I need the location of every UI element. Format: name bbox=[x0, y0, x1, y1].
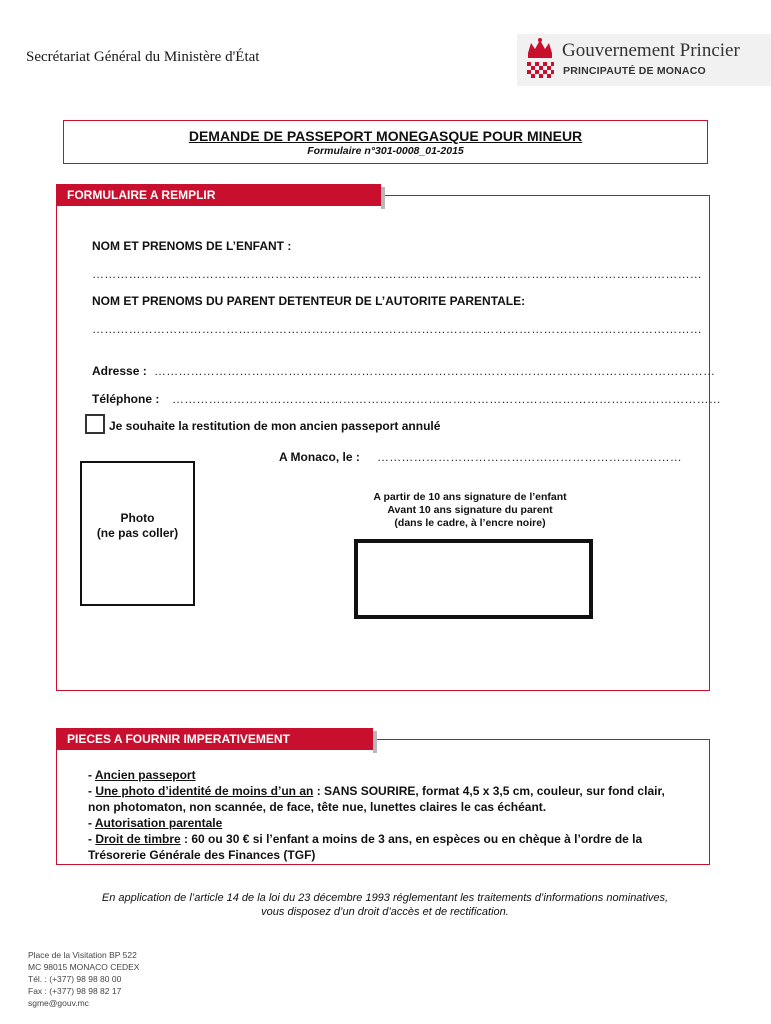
ministry-name: Secrétariat Général du Ministère d'État bbox=[26, 49, 260, 65]
document-item-4-text: : 60 ou 30 € si l’enfant a moins de 3 ans, en espèces ou en chèque à l’ordre de la Trésorerie Générale des Finances (TGF) bbox=[88, 832, 643, 862]
privacy-notice-line1: En application de l’article 14 de la loi du 23 décembre 1993 réglementant les traitements d’informations nominatives, bbox=[101, 892, 669, 904]
document-item-1-title: Ancien passeport bbox=[94, 768, 196, 782]
footer-line-4: Fax : (+377) 98 98 82 17 bbox=[28, 986, 122, 996]
photo-caption-line1: Photo bbox=[120, 511, 155, 525]
parent-name-label: NOM ET PRENOMS DU PARENT DETENTEUR DE L’AUTORITE PARENTALE: bbox=[92, 294, 526, 308]
address-label: Adresse : bbox=[92, 364, 147, 378]
section-heading-documents: PIECES A FOURNIR IMPERATIVEMENT bbox=[56, 728, 373, 750]
photo-caption bbox=[82, 511, 193, 541]
parent-name-field[interactable]: …………………………………………………………………………………………………………………………………… bbox=[92, 322, 702, 336]
section-heading-form: FORMULAIRE A REMPLIR bbox=[56, 184, 381, 206]
logo-title: Gouvernement Princier bbox=[562, 40, 740, 61]
crown-icon bbox=[523, 37, 557, 81]
child-name-label: NOM ET PRENOMS DE L’ENFANT : bbox=[92, 239, 292, 253]
footer-line-5: sgme@gouv.mc bbox=[28, 998, 89, 1008]
footer-line-2: MC 98015 MONACO CEDEX bbox=[28, 962, 140, 972]
photo-caption-line2: (ne pas coller) bbox=[96, 526, 179, 540]
document-item-3-title: Autorisation parentale bbox=[94, 816, 223, 830]
document-item-4-title: Droit de timbre bbox=[95, 832, 181, 846]
footer-line-1: Place de la Visitation BP 522 bbox=[28, 950, 137, 960]
footer-address bbox=[28, 949, 139, 1009]
phone-label: Téléphone : bbox=[92, 392, 160, 406]
government-logo bbox=[517, 34, 771, 86]
document-item-2: - Une photo d’identité de moins d’un an : SANS SOURIRE, format 4,5 x 3,5 cm, couleur, sur fond clair, non photomaton, non scannée, de face, tête nue, lunettes claires le cas échéant. bbox=[88, 784, 665, 814]
photo-box bbox=[80, 461, 195, 606]
signature-note-1: A partir de 10 ans signature de l’enfant bbox=[373, 491, 567, 503]
address-field[interactable]: ………………………………………………………………………………………………………………………… bbox=[154, 364, 716, 378]
document-item-2-text: : SANS SOURIRE, format 4,5 x 3,5 cm, couleur, sur fond clair, non photomaton, non scannée, de face, tête nue, lunettes claires le cas échéant. bbox=[88, 784, 665, 814]
restitution-checkbox[interactable] bbox=[85, 414, 105, 434]
documents-list bbox=[88, 767, 688, 863]
form-title-box bbox=[63, 120, 708, 164]
restitution-label: Je souhaite la restitution de mon ancien passeport annulé bbox=[109, 419, 441, 433]
document-item-1: - Ancien passeport bbox=[88, 768, 196, 782]
logo-subtitle: PRINCIPAUTÉ DE MONACO bbox=[563, 65, 706, 77]
document-item-3: - Autorisation parentale bbox=[88, 816, 223, 830]
signature-instructions bbox=[335, 491, 605, 530]
document-item-2-title: Une photo d’identité de moins d’un an bbox=[95, 784, 314, 798]
form-number: Formulaire n°301-0008_01-2015 bbox=[307, 145, 464, 157]
signature-box[interactable] bbox=[354, 539, 593, 619]
place-date-label: A Monaco, le : bbox=[279, 450, 360, 464]
privacy-notice bbox=[60, 891, 710, 919]
footer-line-3: Tél. : (+377) 98 98 80 00 bbox=[28, 974, 122, 984]
document-item-4: - Droit de timbre : 60 ou 30 € si l’enfant a moins de 3 ans, en espèces ou en chèque à l’ordre de la Trésorerie Générale des Finances (TGF) bbox=[88, 832, 643, 862]
form-title: DEMANDE DE PASSEPORT MONEGASQUE POUR MINEUR bbox=[188, 128, 583, 144]
signature-note-2: Avant 10 ans signature du parent bbox=[387, 504, 553, 516]
phone-field[interactable]: ……………………………………………………………………………………………………………………… bbox=[172, 392, 721, 406]
signature-note-3: (dans le cadre, à l’encre noire) bbox=[394, 517, 546, 529]
child-name-field[interactable]: …………………………………………………………………………………………………………………………………… bbox=[92, 267, 702, 281]
privacy-notice-line2: vous disposez d’un droit d’accès et de rectification. bbox=[261, 906, 509, 918]
place-date-field[interactable]: ………………………………………………………………… bbox=[377, 450, 682, 464]
